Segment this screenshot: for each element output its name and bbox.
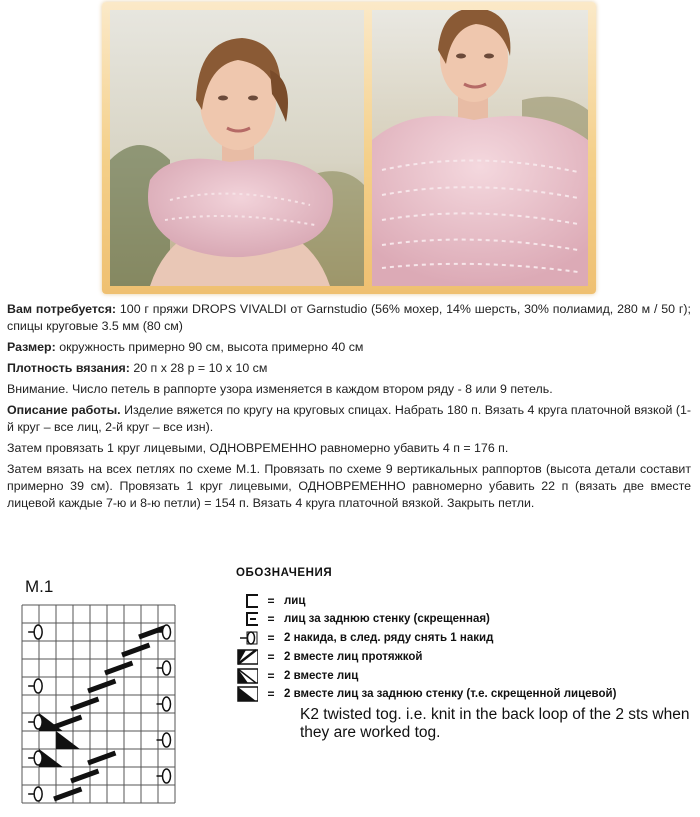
materials-paragraph xyxy=(7,301,691,335)
chart-ssk-mark xyxy=(54,789,82,799)
size-label: Размер: xyxy=(7,340,56,354)
legend-row-k2tog-tbl xyxy=(236,686,616,702)
knitting-chart xyxy=(14,600,182,817)
gauge-text: 20 п x 28 р = 10 x 10 см xyxy=(129,361,268,375)
chart-ssk-mark xyxy=(71,771,99,781)
work-paragraph xyxy=(7,402,691,436)
gauge-paragraph xyxy=(7,360,691,377)
photo-frame xyxy=(102,2,596,294)
chart-ssk-mark xyxy=(71,699,99,709)
double-yarn-over-icon xyxy=(236,630,258,646)
legend-eq: = xyxy=(267,669,275,683)
legend-eq: = xyxy=(267,650,275,664)
photo-model-snood-neck xyxy=(110,10,364,286)
materials-label: Вам потребуется: xyxy=(7,302,117,316)
chart-yarn-over-mark xyxy=(34,751,42,765)
legend-label: 2 вместе лиц xyxy=(284,670,359,682)
chart-ssk-mark xyxy=(122,645,150,655)
note-paragraph: Внимание. Число петель в раппорте узора изменяется в каждом втором ряду - 8 или 9 петель. xyxy=(7,382,553,396)
legend-eq: = xyxy=(267,631,275,645)
chart-k2tog-mark xyxy=(56,731,80,749)
chart-ssk-mark xyxy=(105,663,133,673)
legend-label: 2 накида, в след. ряду снять 1 накид xyxy=(284,632,494,644)
chart-ssk-mark xyxy=(54,717,82,727)
legend-label: лиц xyxy=(284,595,306,607)
chart-title: M.1 xyxy=(25,577,54,596)
chart-ssk-mark xyxy=(88,681,116,691)
chart-yarn-over-mark xyxy=(163,733,171,747)
legend-eq: = xyxy=(267,612,275,626)
work-label: Описание работы. xyxy=(7,403,121,417)
legend-row-twisted xyxy=(236,611,490,627)
legend-english-note: K2 twisted tog. i.e. knit in the back loop of the 2 sts when they are worked tog. xyxy=(300,706,690,741)
legend-row-yarn-over xyxy=(236,630,493,646)
legend-row-k2tog xyxy=(236,668,358,684)
chart-yarn-over-mark xyxy=(163,697,171,711)
ssk-decrease-icon xyxy=(236,649,258,665)
size-paragraph xyxy=(7,339,691,356)
materials-text: 100 г пряжи DROPS VIVALDI от Garnstudio (56% мохер, 14% шерсть, 30% полиамид, 280 м / 50 г); спицы круговые 3.5 мм (80 см) xyxy=(7,302,691,333)
size-text: окружность примерно 90 см, высота примерно 40 см xyxy=(55,340,364,354)
legend-row-knit xyxy=(236,593,305,609)
legend-eq: = xyxy=(267,687,275,701)
chart-yarn-over-mark xyxy=(163,769,171,783)
k2tog-tbl-icon xyxy=(236,686,258,702)
chart-yarn-over-mark xyxy=(34,679,42,693)
gauge-label: Плотность вязания: xyxy=(7,361,130,375)
chart-yarn-over-mark xyxy=(34,787,42,801)
chart-grid xyxy=(14,600,182,812)
legend-eq: = xyxy=(267,594,275,608)
legend-title: ОБОЗНАЧЕНИЯ xyxy=(236,567,333,579)
knit-icon xyxy=(236,593,258,609)
chart-yarn-over-mark xyxy=(163,661,171,675)
legend-row-ssk xyxy=(236,649,422,665)
chart-ssk-mark xyxy=(88,753,116,763)
twisted-knit-icon xyxy=(236,611,258,627)
photo-model-snood-shoulders xyxy=(372,10,588,286)
instructions-text xyxy=(7,301,691,516)
step2-paragraph: Затем провязать 1 круг лицевыми, ОДНОВРЕМЕННО равномерно убавить 4 п = 176 п. xyxy=(7,441,509,455)
chart-yarn-over-mark xyxy=(34,715,42,729)
chart-yarn-over-mark xyxy=(163,625,171,639)
chart-yarn-over-mark xyxy=(34,625,42,639)
step3-paragraph: Затем вязать на всех петлях по схеме М.1. Провязать по схеме 9 вертикальных раппортов (высота детали составит примерно 39 см). Провязать 1 круг лицевыми, ОДНОВРЕМЕННО равномерно убавить 22 п (вязать две вместе лицевой каждые 7-ю и 8-ю петли) = 154 п. Вязать 4 круга платочной вязкой. Закрыть петли. xyxy=(7,462,691,510)
k2tog-icon xyxy=(236,668,258,684)
work-text: Изделие вяжется по кругу на круговых спицах. Набрать 180 п. Вязать 4 круга платочной вязкой (1-й круг – все лиц, 2-й круг – все изн). xyxy=(7,403,691,434)
legend-label: лиц за заднюю стенку (скрещенная) xyxy=(284,613,490,625)
legend-label: 2 вместе лиц протяжкой xyxy=(284,651,423,663)
legend-label: 2 вместе лиц за заднюю стенку (т.е. скрещенной лицевой) xyxy=(284,688,617,700)
